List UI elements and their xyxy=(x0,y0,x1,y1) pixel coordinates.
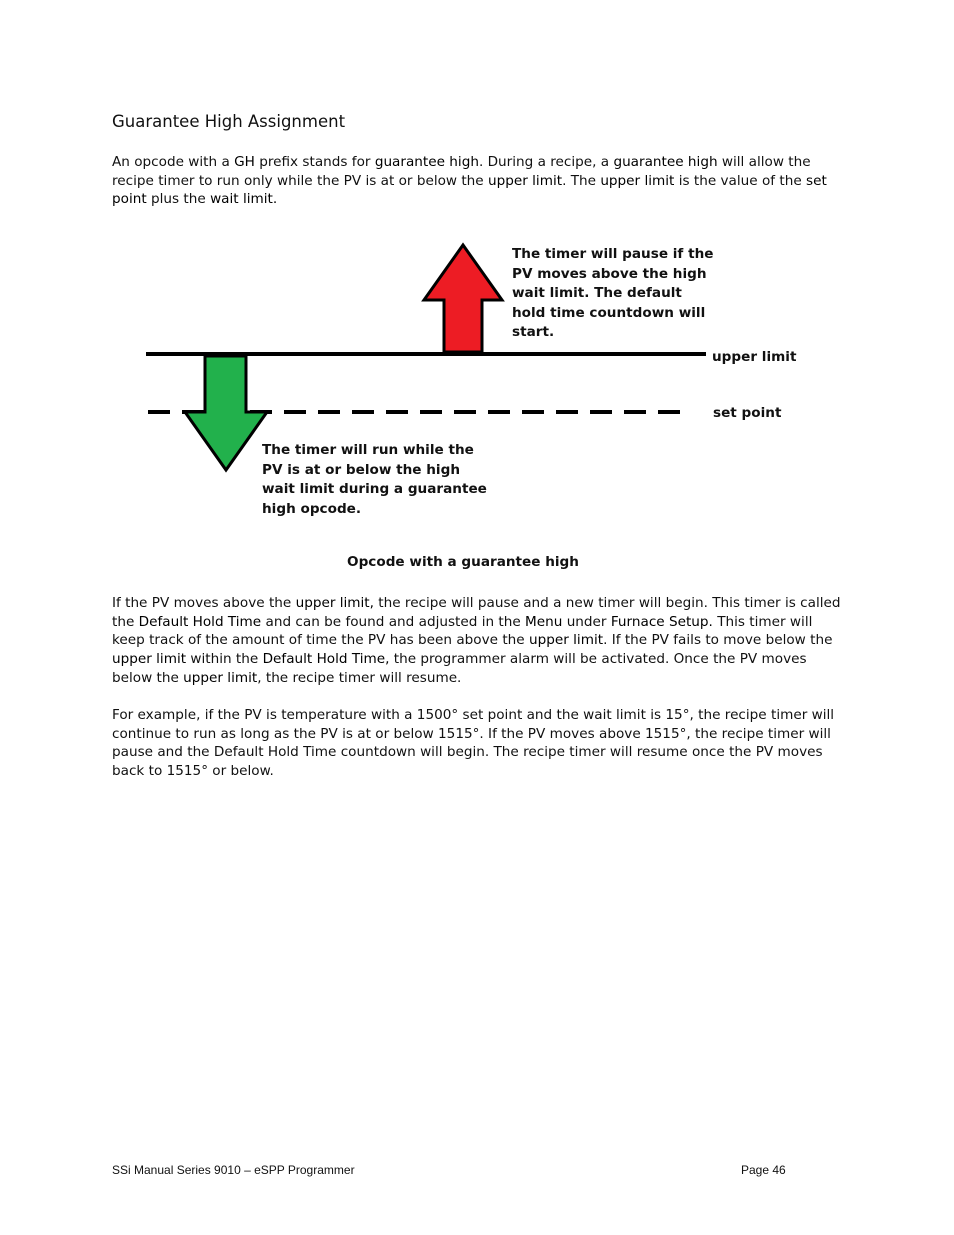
text: under xyxy=(562,613,611,630)
keyword-default-hold-time: Default Hold Time xyxy=(138,613,262,630)
green-down-arrow-icon xyxy=(185,356,267,470)
keyword-guarantee-high: guarantee high xyxy=(374,154,479,170)
pause-note-line-2: PV moves above the high xyxy=(512,266,707,282)
text: within the xyxy=(186,651,263,668)
run-note-line-2: PV is at or below the high xyxy=(262,462,460,478)
keyword-set-point: set point xyxy=(112,172,827,208)
text: . During a recipe, a xyxy=(478,154,614,170)
text: , the recipe timer will resume. xyxy=(257,669,462,686)
run-note-line-3: wait limit during a guarantee xyxy=(262,481,487,497)
text: and can be found and adjusted in the xyxy=(261,613,526,630)
pause-note-line-3: wait limit. The default xyxy=(512,285,682,301)
pause-note-line-5: start. xyxy=(512,324,555,340)
keyword-guarantee-high: guarantee high xyxy=(613,154,718,170)
keyword-gh: GH xyxy=(234,154,255,170)
text: This timer will keep track of the amount of time the PV has been above the xyxy=(112,613,813,649)
keyword-upper-limit: upper limit xyxy=(529,632,604,649)
intro-paragraph xyxy=(112,153,847,209)
upper-limit-label: upper limit xyxy=(712,349,797,365)
example-paragraph: For example, if the PV is temperature with a 1500° set point and the wait limit is 15°, the recipe timer will continue to run as long as the PV is at or below 1515°. If the PV moves above 1515°, the recipe timer will pause and the Default Hold Time countdown will begin. The recipe timer will resume once the PV moves back to 1515° or below. xyxy=(112,707,835,780)
keyword-furnace-setup: Furnace Setup. xyxy=(610,613,713,630)
keyword-upper-limit: upper limit xyxy=(183,669,258,686)
text: prefix stands for xyxy=(254,154,375,170)
run-note-line-1: The timer will run while the xyxy=(262,442,474,458)
text: the programmer alarm will be activated. Once the PV moves below the xyxy=(112,651,807,686)
text: . The xyxy=(562,172,601,189)
keyword-menu: Menu xyxy=(525,613,563,630)
guarantee-high-diagram xyxy=(0,230,954,590)
text: plus the xyxy=(146,191,211,208)
footer-manual-title: SSi Manual Series 9010 – eSPP Programmer xyxy=(112,1163,355,1177)
text: An opcode with a xyxy=(112,154,235,170)
text: will allow the recipe timer to run only while the PV is at or below the xyxy=(112,154,811,189)
text: is the value of the xyxy=(674,172,807,189)
keyword-upper-limit: upper limit xyxy=(112,651,187,668)
text: . If the PV fails to move below the xyxy=(603,632,833,649)
text: If the PV moves above the xyxy=(112,595,296,611)
keyword-upper-limit: upper limit xyxy=(600,172,675,189)
keyword-default-hold-time: Default Hold Time, xyxy=(262,651,390,668)
keyword-wait-limit: wait limit. xyxy=(210,191,278,208)
keyword-upper-limit: upper limit xyxy=(488,172,563,189)
keyword-upper-limit: upper limit, xyxy=(295,595,374,611)
red-up-arrow-icon xyxy=(424,245,502,352)
set-point-label: set point xyxy=(713,405,782,421)
hold-time-paragraph xyxy=(112,594,847,688)
section-title: Guarantee High Assignment xyxy=(112,112,346,131)
diagram-caption: Opcode with a guarantee high xyxy=(347,554,579,570)
run-note-line-4: high opcode. xyxy=(262,501,362,517)
pause-note-line-1: The timer will pause if the xyxy=(512,246,714,262)
text: the recipe will pause and a new timer will begin. This timer is called the xyxy=(112,595,841,630)
footer-page-number: Page 46 xyxy=(741,1163,786,1177)
pause-note-line-4: hold time countdown will xyxy=(512,305,706,321)
